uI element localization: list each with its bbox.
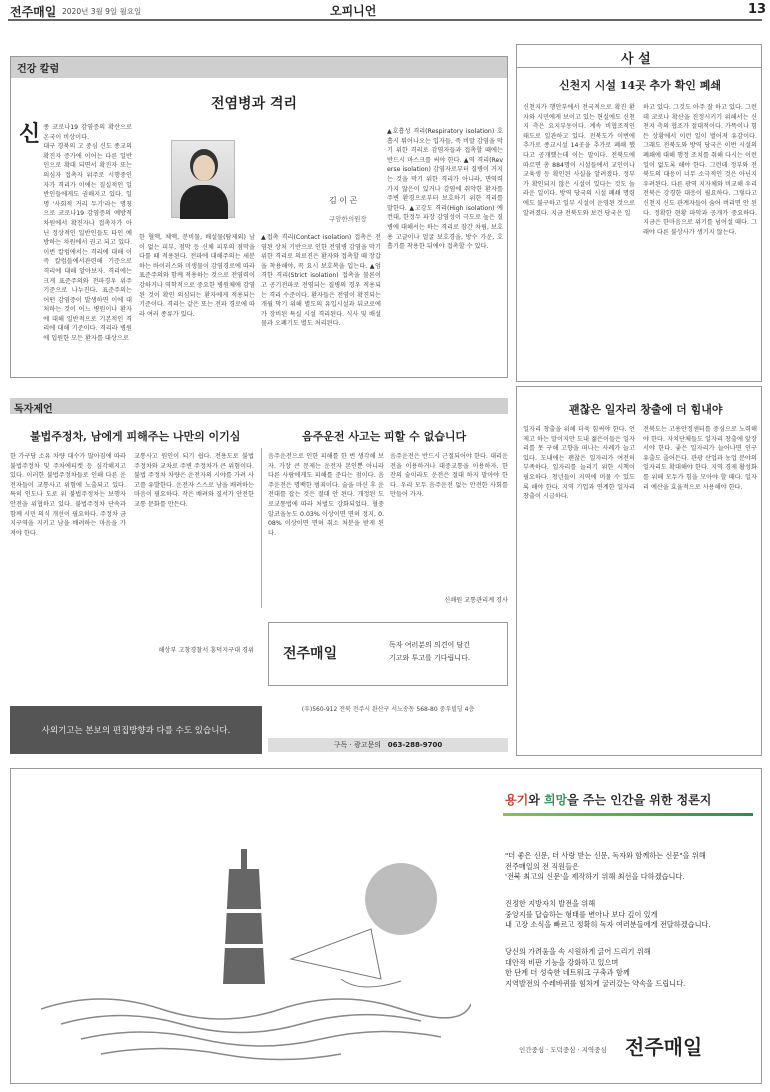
- page-number: 13: [748, 2, 767, 17]
- ad-slogan: [505, 791, 711, 808]
- contrib-header: [10, 398, 508, 414]
- ad-footer-tag: 인간중심 · 도덕중심 · 지역중심: [519, 1046, 607, 1054]
- contrib-title-2: 음주운전 사고는 피할 수 없습니다: [302, 430, 467, 443]
- contrib-col-3: 음주운전으로 인한 피해를 한 번 생각해 보자. 가장 큰 문제는 운전자 본인뿐 아니라 다른 사람에게도 피해를 준다는 점이다. 음주운전은 명백한 범죄이다. 술을 마신 후 운전대를 잡는 것은 절대 안 된다. 개정된 도로교통법에 따라 처벌도 강화되었다. 혈중알코올농도 0.03% 이상이면 면허 정지, 0.08% 이상이면 면허 취소 처분을 받게 된다.: [268, 453, 384, 537]
- contrib-col-2-byline: 해상부 고창경찰서 흥덕지구대 경위: [158, 647, 254, 654]
- jobs-title: 괜찮은 일자리 창출에 더 힘내야: [569, 403, 723, 416]
- disclaimer-text: 사외기고는 본보의 편집방향과 다를 수도 있습니다.: [41, 726, 231, 736]
- contrib-title-1: 불법주정차, 남에게 피해주는 나만의 이기심: [30, 430, 241, 443]
- author-name: 김 이 곤: [329, 196, 358, 205]
- reader-contact-bar: [268, 738, 508, 752]
- drop-cap: 신: [19, 121, 41, 147]
- ad-slogan-join: 와: [528, 793, 544, 807]
- jobs-column: [516, 386, 762, 756]
- masthead-rule: [8, 19, 762, 21]
- ad-slogan-rest: 을 주는 인간을 위한 정론지: [567, 793, 712, 807]
- editorial-col-1: 신천지가 행안부에서 전국적으로 확진 환자와 시민에게 보이고 있는 현실에도 신천지 측은 요지부동이다. 계속 비협조적인 태도로 일관하고 있다. 전북도가 이번에 추가로 종교시설 14곳을 추가로 폐쇄 했다고 공개했는데 이는 말이다. 전북도에 따르면 총 884명이 시설들에서 교인이나 교육생 등 확인된 사실을 알려졌다. 정부가 확인되지 않은 시설이 있다는 것도 놀라운 일이다. 방역 당국의 시설 폐쇄 명령에도 불구하고 일부 시설이 운영된 것으로 알려졌다. 지금 전북도와 보건 당국은 일: [523, 104, 635, 217]
- ad-paragraph-2: 진정한 지방자치 발전을 위해 중앙지를 답습하는 형태를 변아나 보다 깊이 있게 내 고장 소식을 빠르고 정확히 독자 여러분들에게 전달하겠습니다.: [505, 899, 711, 929]
- health-col-2: 한 혈액, 체액, 분비물, 배설물(땀제외) 남이 없는 피부, 점막 등 신체 피부의 점막을 다룰 때 적용된다. 전파에 대해주의는 세분하는 바이러스와 미생물이 감염경로에 따라 표준주의와 함께 적용하는 것으로 전염력이 강하거나 역학적으로 중요한 병원체에 감염된 것이 확인 의심되는 환자에게 적용되는 기준이다. 격리는 같은 또는 전파 경로에 따라 여러 종류가 있다.: [139, 234, 255, 318]
- editorial-col-2: 하고 있다. 그것도 아주 잘 하고 있다. 그런데 코로나 확산을 진정시키기 위해서는 신천지 측의 협조가 절대적이다. 가뜩이나 힘든 상황에서 이런 일이 벌어져 유감이다. 그래도 전북도와 방역 당국은 이번 시설의 폐쇄에 대해 행정 조치를 취해 다시는 이런 일이 없도록 해야 한다. 그런데 정부와 전북도의 대응이 너무 소극적인 것은 아닌지 우려된다. 다른 광역 지자체와 비교해 우리 전북은 강경한 대응이 필요하다. 그렇다고 신천지 신도 관계자들이 숨어 버리면 안 된다. 정확한 현황 파악과 공개가 중요하다. 지금은 한마음으로 위기를 넘어설 때다. 그래야 다른 불상사가 생기지 않는다.: [643, 104, 757, 236]
- ad-paragraph-3: 당신의 가려움을 속 시원하게 긁어 드리기 위해 대안적 비판 기능을 강화하고 있으며 한 단계 더 성숙한 네트워크 구축과 함께 지역발전의 수레바퀴를 힘차게 굴러갔는 약속을 드립니다.: [505, 947, 686, 988]
- masthead-date: 2020년 3월 9일 월요일: [62, 7, 142, 16]
- reader-box-line-2: 기고와 투고를 기다립니다.: [389, 654, 471, 662]
- health-col-1-lead: 종 코로나19 감염증의 확산으로 온국이 비상이다.: [43, 124, 132, 141]
- contrib-col-2: 교통사고 원인이 되기 쉽다. 전용도로 불법 주정차와 교차로 주변 주정차가 큰 위험이다. 불법 주정차 차량은 운전자의 시야를 가려 사고를 유발한다. 운전자 스스로 남을 배려하는 마음이 필요하다. 작은 배려와 질서가 안전한 교통 문화를 만든다.: [134, 453, 254, 508]
- health-column-title: 전염병과 격리: [211, 96, 298, 112]
- contrib-col-4-byline: 신쇄원 교통관리계 경사: [444, 597, 508, 604]
- contrib-col-4: 음주운전은 반드시 근절되어야 한다. 대리운전을 이용하거나 대중교통을 이용하자. 한 잔의 술이라도 운전은 절대 하지 말아야 한다. 우리 모두 음주운전 없는 안전한 사회를 만들어 가자.: [390, 453, 508, 499]
- ad-footer-logo: 전주매일: [625, 1035, 703, 1059]
- jobs-col-1: 일자리 창출을 위해 더욱 힘써야 한다. 언제고 하는 말이지만 도내 젊은이들은 일자리를 못 구해 고향을 떠나는 사례가 늘고 있다. 도내에는 괜찮은 일자리가 여전히 부족하다. 일자리를 늘리기 위한 시책이 필요하다. 청년들이 지역에 머물 수 있도록 해야 한다. 지역 기업과 연계한 일자리 창출이 시급하다.: [523, 426, 635, 501]
- author-title: 구암한의원장: [329, 215, 367, 223]
- ad-paragraph-1: "더 좋은 신문, 더 사랑 받는 신문, 독자와 함께하는 신문"을 위해 전주매일의 전 직원들은 '전북 최고의 신문'을 제작하기 위해 최선을 다하겠습니다.: [505, 851, 706, 881]
- contrib-col-1: 한 가구당 소유 차량 대수가 많아짐에 따라 불법주정차 및 주차에티켓 등 심각해지고 있다. 이러한 불법주정차들로 인해 다른 운전자들이 교통사고 위험에 노출되고 있다. 특히 인도나 도로 위 불법주정차는 보행자 안전을 위협하고 있다. 불법주정차 단속과 함께 시민 의식 개선이 필요하다. 주정차 금지구역을 지키고 남을 배려하는 마음을 가져야 한다.: [10, 453, 126, 537]
- contrib-label: 독자제언: [14, 404, 53, 415]
- masthead-logo: 전주매일: [10, 5, 57, 19]
- editorial-rule: [517, 67, 761, 68]
- reader-box: [268, 622, 508, 686]
- contact-label: 구독 · 광고문의: [333, 741, 382, 749]
- editorial-label: 사 설: [621, 52, 651, 67]
- health-column-label: 건강 칼럼: [11, 57, 507, 78]
- contrib-divider: [261, 448, 262, 608]
- reader-address: (우)560-912 전북 전주시 완산구 서노송동 568-80 중우빌딩 4층: [301, 706, 475, 713]
- health-col-3: ▲접촉 격리(Contact isolation) 접촉은 전염된 상처 기반으로 인한 전염병 감염을 막기 위한 격리로 의료진은 환자와 접촉할 때 장갑을 착용해야, 꼭 요시 보호복을 입는다. ▲엄격한 격리(Strict isolation) 접촉을 물론이고 공기전파로 전염되는 질병의 경우 적용되는 격리 수준이다. 환자들은 전염이 확진되는 개월 막기 위해 별도의 유입시설과 뒤코로에가 장비된 특실 시설 격리된다. 식사 및 배설물과 오폐기도 별도 처리된다.: [261, 234, 381, 328]
- reader-box-logo: 전주매일: [283, 646, 338, 662]
- lighthouse-illustration: [41, 809, 471, 1069]
- newspaper-ad: [10, 768, 762, 1084]
- health-col-4: ▲호흡성 격리(Respiratory isolation) 호흡시 튀어나오는 입자들, 즉 비말 감염을 막기 위한 격리로 감염자들과 접촉할 때에는 반드시 마스크를 써야 한다. ▲역 격리(Reverse isolation) 감염자로부터 질병이 거지는 것을 막기 위한 격리가 아니라, 면역력 가지 않은이 있거나 감염에 취약한 환자를 주변 환경으로부터 보호하기 위한 격리를 말한다. ▲고강도 격리(High isolation) 예컨대, 한정두 파장 감염성이 극도로 높은 질병에 대해서는 하는 격리로 잠간 차림, 보호용 고글이나 얼굴 보호경을, 방수 가운, 호흡기를 착용한 뒤에야 접촉할 수 있다.: [387, 128, 503, 251]
- jobs-col-2: 전북도는 고용안정센터를 중심으로 노력해야 한다. 자치단체들도 일자리 창출에 앞장서야 한다. 좋은 일자리가 늘어나면 인구 유출도 줄어든다. 관광 산업과 농업 분야의 일자리도 확대해야 한다. 지역 경제 활성화를 위해 모두가 힘을 모아야 할 때다. 일자리 예산을 효율적으로 사용해야 한다.: [643, 426, 757, 491]
- ad-slogan-word-2: 희망: [543, 793, 568, 807]
- disclaimer-bar: [10, 706, 262, 754]
- ad-slogan-word-1: 용기: [505, 793, 529, 807]
- section-title: 오피니언: [330, 4, 377, 18]
- contact-phone: 063-288-9700: [387, 741, 443, 749]
- editorial-title: 신천지 시설 14곳 추가 확인 폐쇄: [559, 79, 721, 92]
- author-photo: [171, 140, 235, 218]
- ad-slogan-rule: [503, 813, 753, 816]
- health-col-1: [19, 123, 132, 373]
- editorial: [516, 44, 762, 382]
- health-col-1-text: 대구 경북의 고 중심 신도 종교의 확진자 증가에 이어는 다른 일반인으로 확대 되면서 확진자 또는 의심자 접촉자 위주로 시행중인 자가 격리가 이에는 질실적인 일반인들에게도 권해지고 있다. 일명 '사회적 거리 두기'라는 명칭으로 코로나19 감염증의 예방적 차원에서 확진자나 접촉자가 아닌 정상적인 일반인들도 타인 예방하는 차원에서 권고 되고 있다. 이번 칼럼에서는 격리에 대해 이 즉 칼럼들에서관련해 기준으로 격리에 대해 알아보자. 격리에는 크게 표준주의와 전파경우 위주 기준으로 나누진다. 표준주의는 어떤 감염증이 발생하면 이에 대처하는 것이 어느 병원이나 환자에 대해 일반적으로 기본적인 격리에 대해 기준이다. 격리라 병원에 입원한 모든 환자를 대상으로: [43, 143, 132, 343]
- health-column: [10, 56, 508, 378]
- reader-box-line-1: 독자 여러분의 의견이 담긴: [389, 641, 471, 649]
